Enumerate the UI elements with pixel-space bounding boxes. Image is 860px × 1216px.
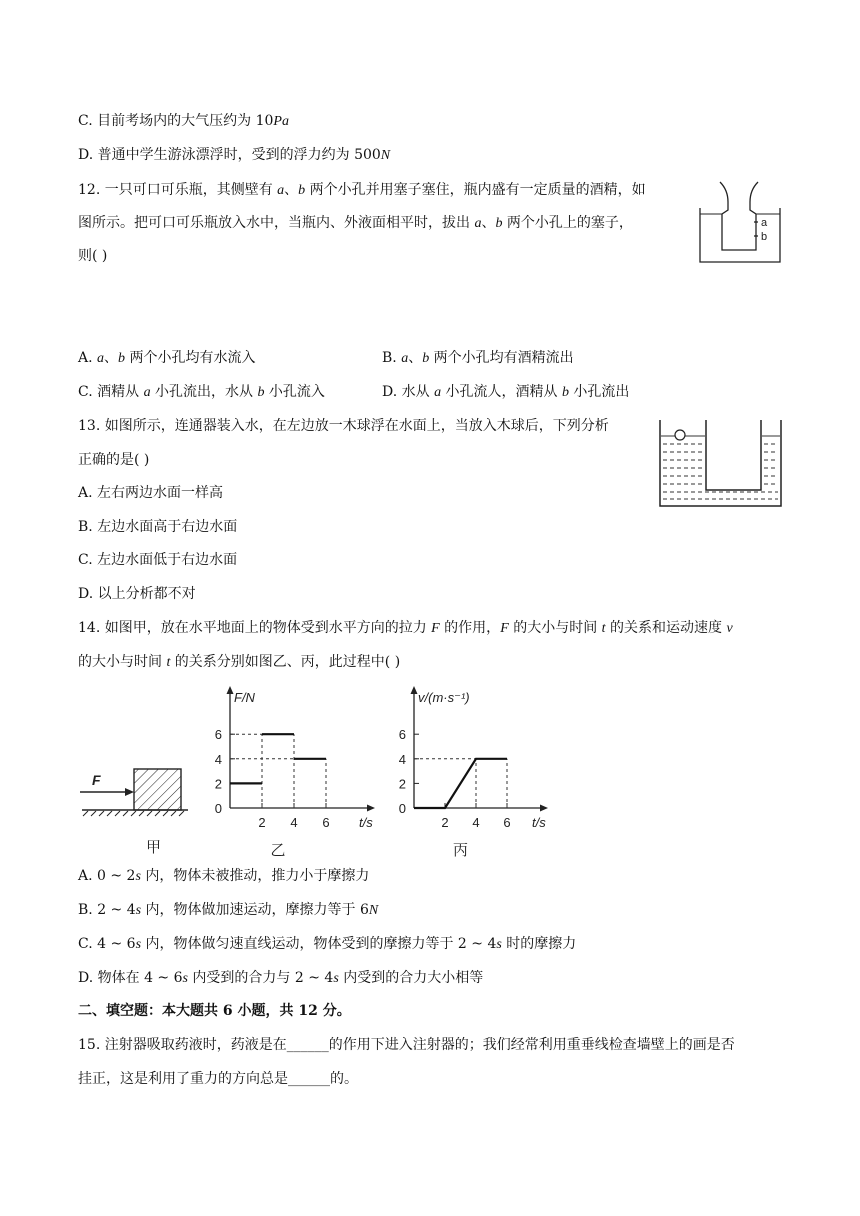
section-title: 二、填空题：本大题共 6 小题，共 12 分。	[78, 1003, 351, 1019]
q12-option-b: B. a、b 两个小孔均有酒精流出	[382, 350, 574, 366]
q13-stem-line2: 正确的是( )	[78, 452, 150, 468]
x-axis-label: t/s	[532, 815, 546, 830]
y-tick-label: 6	[214, 727, 222, 743]
x-tick-label: 6	[503, 815, 511, 830]
y-tick-label: 0	[398, 801, 406, 816]
q13-option-c: C. 左边水面低于右边水面	[78, 552, 238, 568]
x-axis-label: t/s	[359, 815, 373, 830]
velocity-series-line	[414, 759, 507, 808]
x-tick-label: 4	[472, 815, 480, 830]
caption-jia: 甲	[146, 839, 162, 856]
q13-option-a: A. 左右两边水面一样高	[78, 485, 224, 501]
force-label: F	[92, 772, 101, 788]
x-tick-label: 6	[322, 815, 330, 830]
q12-option-d: D. 水从 a 小孔流人，酒精从 b 小孔流出	[382, 384, 630, 400]
q11-option-d: D. 普通中学生游泳漂浮时，受到的浮力约为 500N	[78, 147, 391, 163]
q14-option-c: C. 4 ~ 6s 内，物体做匀速直线运动，物体受到的摩擦力等于 2 ~ 4s 时的摩擦力	[78, 936, 577, 952]
q11-option-c: C. 目前考场内的大气压约为 10Pa	[78, 113, 289, 129]
y-tick-label: 2	[214, 776, 222, 792]
q12-stem-line1: 12. 一只可口可乐瓶，其侧壁有 a、b 两个小孔并用塞子塞住，瓶内盛有一定质量的酒精，如	[78, 182, 646, 198]
x-axis-arrow-icon	[540, 805, 548, 812]
q15-line1: 15. 注射器吸取药液时，药液是在______的作用下进入注射器的；我们经常利用重垂线检查墙壁上的画是否	[78, 1037, 735, 1053]
x-tick-label: 2	[441, 815, 449, 830]
wood-ball-icon	[675, 430, 685, 440]
y-axis-arrow-icon	[411, 686, 418, 694]
force-arrow-icon	[125, 788, 134, 796]
q13-option-d: D. 以上分析都不对	[78, 586, 196, 602]
bottle-in-water-figure	[694, 178, 786, 266]
q14-stem-line1: 14. 如图甲，放在水平地面上的物体受到水平方向的拉力 F 的作用，F 的大小与时间 t 的关系和运动速度 v	[78, 620, 733, 636]
y-axis-label: F/N	[234, 690, 255, 705]
q12-option-a: A. a、b 两个小孔均有水流入	[78, 350, 256, 366]
q14-option-d: D. 物体在 4 ~ 6s 内受到的合力与 2 ~ 4s 内受到的合力大小相等	[78, 970, 484, 986]
y-axis-label: v/(m·s⁻¹)	[418, 690, 470, 705]
block	[134, 769, 181, 810]
figure-jia	[78, 760, 188, 860]
connected-vessel-figure	[656, 418, 784, 508]
q15-line2: 挂正，这是利用了重力的方向总是______的。	[78, 1071, 358, 1087]
y-tick-label: 6	[398, 727, 406, 743]
y-tick-label: 0	[214, 801, 222, 816]
y-tick-label: 4	[398, 751, 406, 767]
q13-option-b: B. 左边水面高于右边水面	[78, 519, 238, 535]
q12-option-c: C. 酒精从 a 小孔流出，水从 b 小孔流入	[78, 384, 325, 400]
chart-caption: 丙	[452, 842, 469, 859]
q13-stem-line1: 13. 如图所示，连通器装入水，在左边放一木球浮在水面上，当放入木球后，下列分析	[78, 418, 609, 434]
hole-b-label: b	[761, 231, 768, 243]
y-axis-arrow-icon	[227, 686, 234, 694]
figure-yi-force-time-chart	[210, 678, 390, 860]
y-tick-label: 2	[398, 776, 406, 792]
q14-option-a: A. 0 ~ 2s 内，物体未被推动，推力小于摩擦力	[78, 868, 370, 884]
q14-stem-line2: 的大小与时间 t 的关系分别如图乙、丙，此过程中( )	[78, 654, 401, 670]
x-tick-label: 2	[258, 815, 266, 830]
q12-stem-line3: 则( )	[78, 248, 108, 264]
q14-option-b: B. 2 ~ 4s 内，物体做加速运动，摩擦力等于 6N	[78, 902, 379, 918]
x-tick-label: 4	[290, 815, 298, 830]
x-axis-arrow-icon	[367, 805, 375, 812]
hole-a-label: a	[761, 217, 768, 229]
q12-stem-line2: 图所示。把可口可乐瓶放入水中，当瓶内、外液面相平时，拔出 a、b 两个小孔上的塞子，	[78, 215, 633, 231]
chart-caption: 乙	[270, 842, 286, 859]
y-tick-label: 4	[214, 751, 222, 767]
figure-bing-velocity-time-chart	[398, 678, 568, 860]
